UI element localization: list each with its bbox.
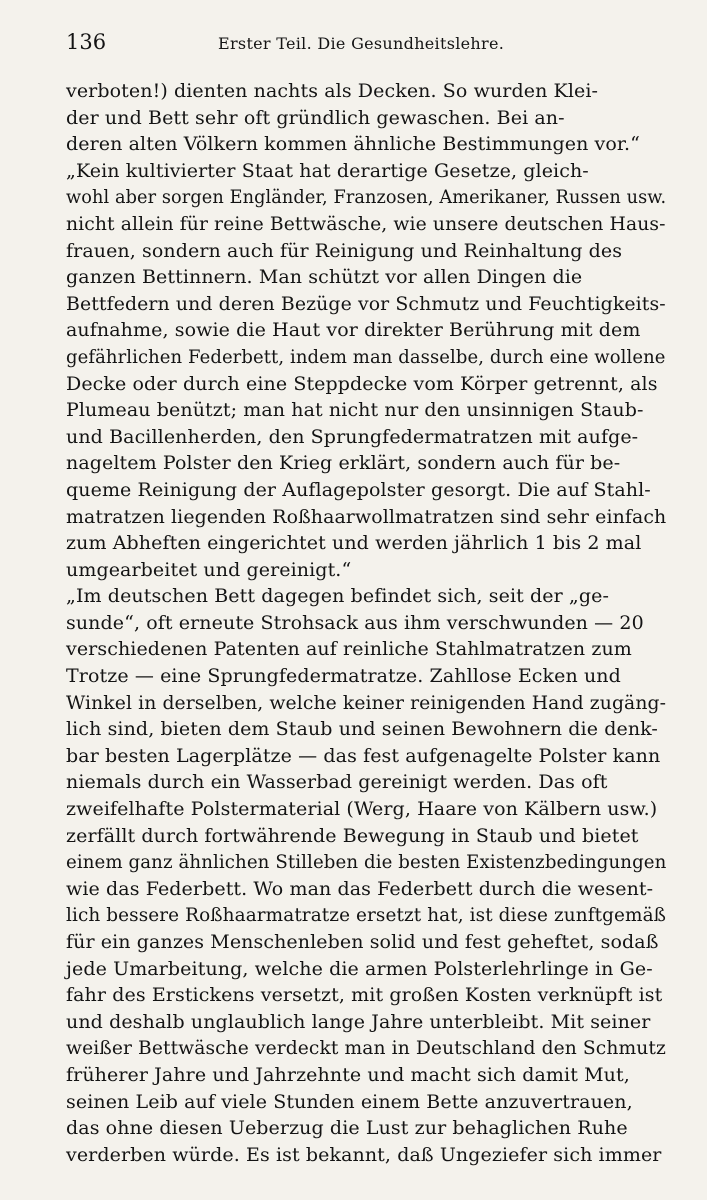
text-line: aufnahme, sowie die Haut vor direkter Berührung mit dem: [66, 319, 641, 342]
text-line: einem ganz ähnlichen Stilleben die besten Existenzbedingungen: [66, 851, 667, 874]
text-line: gefährlichen Federbett, indem man dasselbe, durch eine wollene: [66, 345, 666, 368]
text-line: Winkel in derselben, welche keiner reinigenden Hand zugäng-: [66, 691, 667, 714]
text-line: Plumeau benützt; man hat nicht nur den unsinnigen Staub-: [66, 399, 644, 422]
text-line: weißer Bettwäsche verdeckt man in Deutschland den Schmutz: [66, 1037, 666, 1060]
running-head: Erster Teil. Die Gesundheitslehre.: [218, 34, 505, 53]
text-line: verderben würde. Es ist bekannt, daß Ungeziefer sich immer: [66, 1143, 662, 1166]
text-line: seinen Leib auf viele Stunden einem Bette anzuvertrauen,: [66, 1090, 633, 1113]
text-line: ganzen Bettinnern. Man schützt vor allen Dingen die: [66, 266, 583, 289]
text-line: Decke oder durch eine Steppdecke vom Körper getrennt, als: [66, 372, 658, 395]
body-text: [66, 78, 666, 1168]
text-line: matratzen liegenden Roßhaarwollmatratzen sind sehr einfach: [66, 505, 667, 528]
text-line: deren alten Völkern kommen ähnliche Bestimmungen vor.“: [66, 133, 640, 156]
text-line: queme Reinigung der Auflagepolster gesorgt. Die auf Stahl-: [66, 478, 651, 501]
page-header: [66, 30, 667, 64]
text-line: verboten!) dienten nachts als Decken. So wurden Klei-: [66, 80, 599, 102]
text-line: Trotze — eine Sprungfedermatratze. Zahllose Ecken und: [66, 665, 621, 688]
text-line: das ohne diesen Ueberzug die Lust zur behaglichen Ruhe: [66, 1117, 628, 1140]
text-line: verschiedenen Patenten auf reinliche Stahlmatratzen zum: [66, 638, 632, 661]
text-line: früherer Jahre und Jahrzehnte und macht sich damit Mut,: [66, 1063, 630, 1086]
text-line: frauen, sondern auch für Reinigung und Reinhaltung des: [66, 239, 623, 262]
text-line: nicht allein für reine Bettwäsche, wie unsere deutschen Haus-: [66, 212, 666, 235]
text-line: sunde“, oft erneute Strohsack aus ihm verschwunden — 20: [66, 611, 644, 634]
text-line: und deshalb unglaublich lange Jahre unterbleibt. Mit seiner: [66, 1010, 651, 1033]
text-line: Bettfedern und deren Bezüge vor Schmutz und Feuchtigkeits-: [66, 292, 666, 315]
text-line: zum Abheften eingerichtet und werden jährlich 1 bis 2 mal: [66, 532, 642, 555]
text-line: jede Umarbeitung, welche die armen Polsterlehrlinge in Ge-: [66, 957, 653, 980]
text-line: für ein ganzes Menschenleben solid und fest geheftet, sodaß: [66, 931, 659, 953]
text-line: „Kein kultivierter Staat hat derartige Gesetze, gleich-: [66, 159, 589, 182]
text-line: bar besten Lagerplätze — das fest aufgenagelte Polster kann: [66, 744, 661, 767]
text-line: nageltem Polster den Krieg erklärt, sondern auch für be-: [66, 452, 621, 475]
text-line: zweifelhafte Polstermaterial (Werg, Haare von Kälbern usw.): [66, 798, 658, 821]
text-line: lich sind, bieten dem Staub und seinen Bewohnern die denk-: [66, 718, 658, 741]
text-line: zerfällt durch fortwährende Bewegung in Staub und bietet: [66, 824, 639, 847]
text-line: lich bessere Roßhaarmatratze ersetzt hat, ist diese zunftgemäß: [66, 904, 667, 927]
text-line: „Im deutschen Bett dagegen befindet sich, seit der „ge-: [66, 585, 609, 608]
page-number: 136: [66, 30, 107, 54]
text-line: wohl aber sorgen Engländer, Franzosen, Amerikaner, Russen usw.: [66, 186, 667, 209]
text-line: umgearbeitet und gereinigt.“: [66, 558, 352, 581]
text-line: und Bacillenherden, den Sprungfedermatratzen mit aufge-: [66, 425, 639, 448]
text-line: wie das Federbett. Wo man das Federbett durch die wesent-: [66, 877, 654, 900]
text-line: niemals durch ein Wasserbad gereinigt werden. Das oft: [66, 771, 608, 794]
text-line: fahr des Erstickens versetzt, mit großen Kosten verknüpft ist: [66, 984, 663, 1007]
text-line: der und Bett sehr oft gründlich gewaschen. Bei an-: [66, 106, 565, 129]
